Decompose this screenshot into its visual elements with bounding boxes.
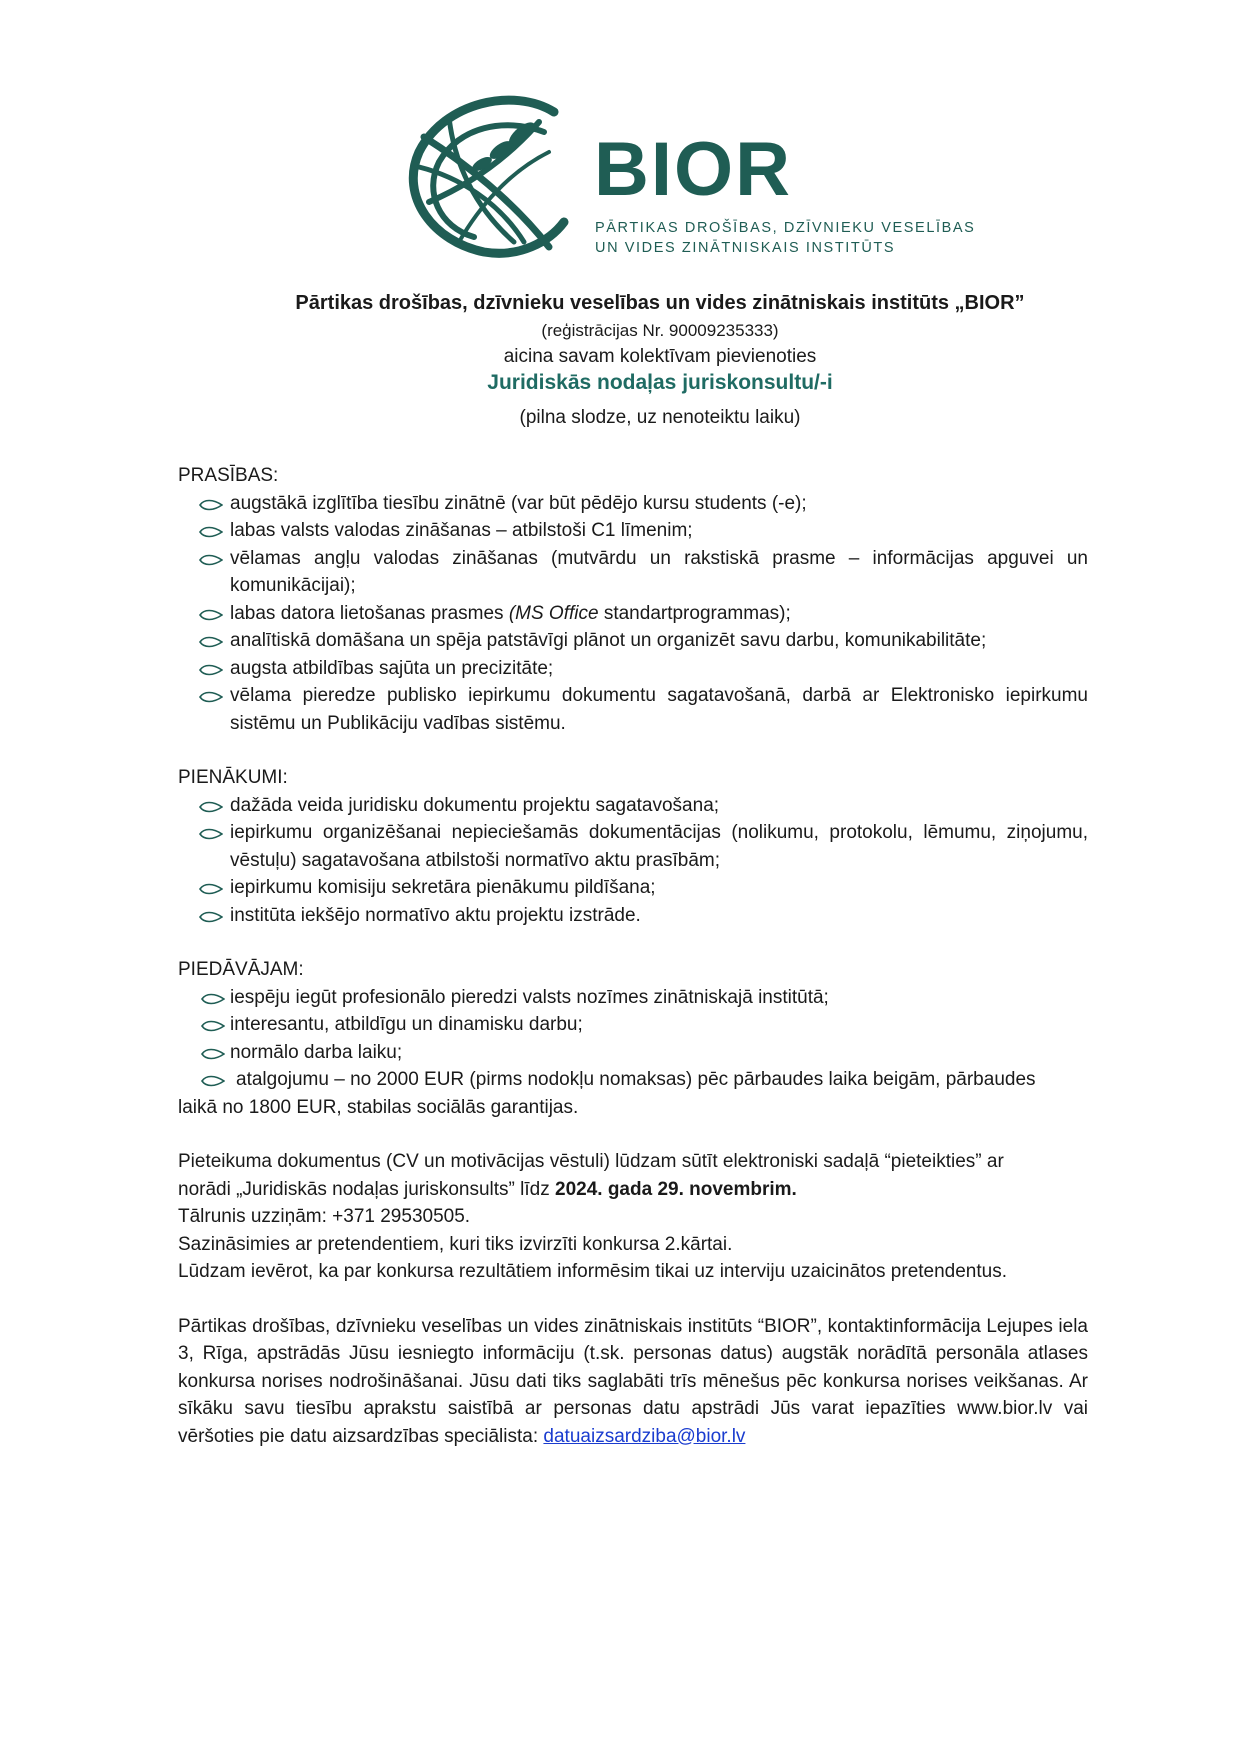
- logo-subtitle-line1: PĀRTIKAS DROŠĪBAS, DZĪVNIEKU VESELĪBAS: [595, 220, 976, 236]
- bior-logo: [404, 92, 976, 262]
- bullet-icon: [199, 801, 223, 813]
- list-item: institūta iekšējo normatīvo aktu projektu izstrāde.: [178, 902, 1088, 930]
- offer-list: [178, 984, 1088, 1094]
- phone-info: Tālrunis uzziņām: +371 29530505.: [178, 1206, 471, 1227]
- list-item: analītiskā domāšana un spēja patstāvīgi plānot un organizēt savu darbu, komunikabilitāte;: [178, 627, 1088, 655]
- bullet-icon: [201, 1075, 225, 1087]
- bullet-icon: [199, 828, 223, 840]
- email-link[interactable]: datuaizsardziba@bior.lv: [543, 1425, 746, 1447]
- position-title: Juridiskās nodaļas juriskonsultu/-i: [487, 371, 833, 394]
- bullet-icon: [199, 664, 223, 676]
- offer-title: PIEDĀVĀJAM:: [178, 959, 304, 980]
- requirements-list: [178, 490, 1088, 738]
- bullet-icon: [201, 1020, 225, 1032]
- list-item: labas datora lietošanas prasmes (MS Office standartprogrammas);: [178, 600, 1088, 628]
- results-note: Lūdzam ievērot, ka par konkursa rezultātiem informēsim tikai uz interviju uzaicinātos pretendentus.: [178, 1261, 1007, 1282]
- workload-text: (pilna slodze, uz nenoteiktu laiku): [519, 407, 801, 428]
- bullet-icon: [201, 993, 225, 1005]
- invite-text: aicina savam kolektīvam pievienoties: [503, 346, 817, 367]
- bullet-icon: [199, 499, 223, 511]
- duties-title: PIENĀKUMI:: [178, 767, 288, 788]
- application-line2: norādi „Juridiskās nodaļas juriskonsults” līdz 2024. gada 29. novembrim.: [178, 1178, 797, 1200]
- list-item: vēlamas angļu valodas zināšanas (mutvārdu un rakstiskā prasme – informācijas apguvei un komunikācijai);: [178, 545, 1088, 600]
- list-item: augsta atbildības sajūta un precizitāte;: [178, 655, 1088, 683]
- list-item: dažāda veida juridisku dokumentu projektu sagatavošana;: [178, 792, 1088, 820]
- list-item: iepirkumu komisiju sekretāra pienākumu pildīšana;: [178, 874, 1088, 902]
- application-line1: Pieteikuma dokumentus (CV un motivācijas vēstuli) lūdzam sūtīt elektroniski sadaļā “pieteikties” ar: [178, 1151, 1004, 1172]
- list-item: augstākā izglītība tiesību zinātnē (var būt pēdējo kursu students (-e);: [178, 490, 1088, 518]
- bullet-icon: [201, 1048, 225, 1060]
- bullet-icon: [199, 691, 223, 703]
- bullet-icon: [199, 526, 223, 538]
- deadline: 2024. gada 29. novembrim.: [555, 1178, 797, 1200]
- logo-subtitle: [595, 218, 975, 258]
- org-title: Pārtikas drošības, dzīvnieku veselības un vides zinātniskais institūts „BIOR”: [295, 292, 1025, 314]
- logo-subtitle-line2: UN VIDES ZINĀTNISKAIS INSTITŪTS: [595, 240, 896, 256]
- registration-number: (reģistrācijas Nr. 90009235333): [541, 321, 779, 340]
- list-item: iepirkumu organizēšanai nepieciešamās dokumentācijas (nolikumu, protokolu, lēmumu, ziņojumu, vēstuļu) sagatavošana atbilstoši normatīvo aktu prasībām;: [178, 819, 1088, 874]
- list-item: vēlama pieredze publisko iepirkumu dokumentu sagatavošanā, darbā ar Elektronisko iepirkumu sistēmu un Publikāciju vadības sistēmu.: [178, 682, 1088, 737]
- bullet-icon: [199, 554, 223, 566]
- logo-wordmark: BIOR: [594, 127, 792, 212]
- salary-continuation: laikā no 1800 EUR, stabilas sociālās garantijas.: [178, 1096, 579, 1118]
- list-item: iespēju iegūt profesionālo pieredzi valsts nozīmes zinātniskajā institūtā;: [178, 984, 1088, 1012]
- bullet-icon: [199, 636, 223, 648]
- list-item: atalgojumu – no 2000 EUR (pirms nodokļu nomaksas) pēc pārbaudes laika beigām, pārbaudes: [178, 1066, 1088, 1094]
- bullet-icon: [199, 609, 223, 621]
- vacancy-body: [178, 462, 1088, 1450]
- duties-list: [178, 792, 1088, 930]
- list-item: interesantu, atbildīgu un dinamisku darbu;: [178, 1011, 1088, 1039]
- privacy-notice: Pārtikas drošības, dzīvnieku veselības un vides zinātniskais institūts “BIOR”, kontaktinformācija Lejupes iela 3, Rīga, apstrādās Jūsu iesniegto informāciju (t.sk. personas datus) augstāk norādītā personāla atlases konkursa norises nodrošināšanai. Jūsu dati tiks saglabāti trīs mēnešus pēc konkursa norises veikšanas. Ar sīkāku savu tiesību aprakstu saistībā ar personas datu apstrādi Jūs varat iepazīties www.bior.lv vai vēršoties pie datu aizsardzības speciālista: datuaizsardziba@bior.lv: [178, 1315, 1088, 1447]
- requirements-title: PRASĪBAS:: [178, 465, 279, 486]
- contact-note: Sazināsimies ar pretendentiem, kuri tiks izvirzīti konkursa 2.kārtai.: [178, 1233, 733, 1255]
- bullet-icon: [199, 883, 223, 895]
- list-item: normālo darba laiku;: [178, 1039, 1088, 1067]
- bullet-icon: [199, 911, 223, 923]
- globe-leaf-icon: [404, 92, 584, 262]
- list-item: labas valsts valodas zināšanas – atbilstoši C1 līmenim;: [178, 517, 1088, 545]
